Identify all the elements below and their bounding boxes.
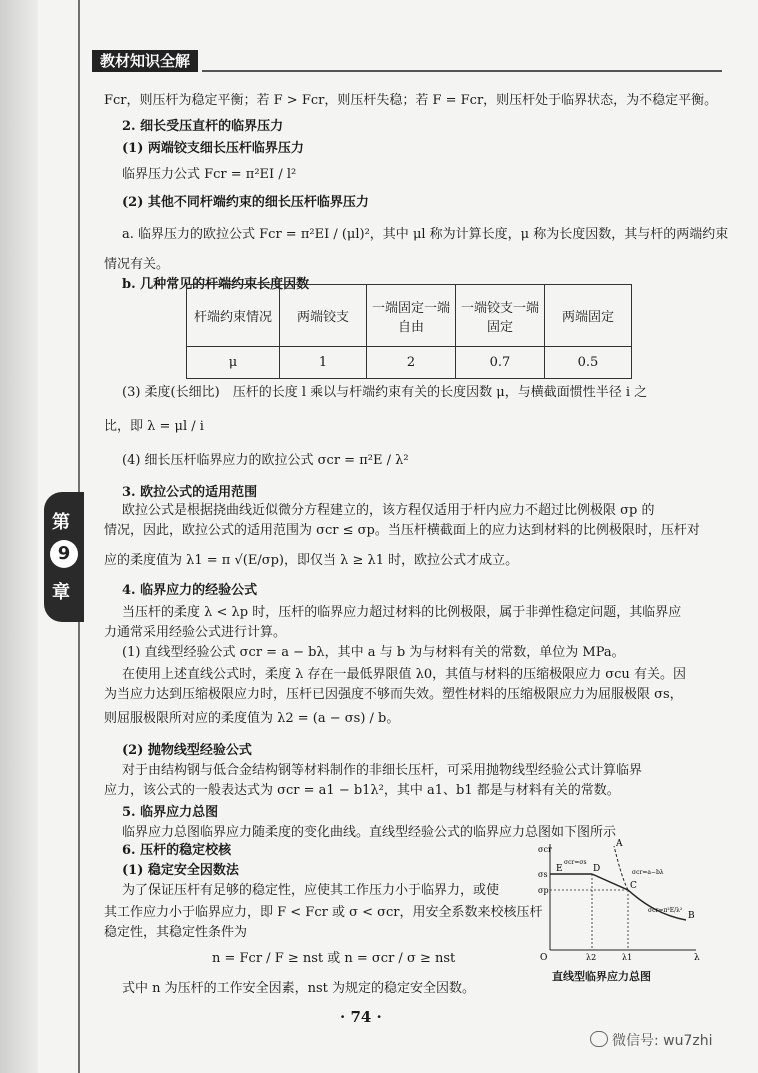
table-header-cell: 两端铰支 bbox=[280, 285, 367, 347]
text-line: 为了保证压杆有足够的稳定性，应使其工作压力小于临界力，或使 bbox=[122, 883, 500, 898]
text-line: 临界应力总图临界应力随柔度的变化曲线。直线型经验公式的临界应力总图如下图所示 bbox=[122, 825, 617, 840]
x-axis-label: λ bbox=[694, 953, 700, 963]
point-d-label: D bbox=[593, 864, 601, 874]
section-heading: 6. 压杆的稳定校核 bbox=[122, 843, 232, 858]
table-row-label: μ bbox=[187, 347, 280, 379]
text-line: Fcr，则压杆为稳定平衡；若 F > Fcr，则压杆失稳；若 F = Fcr，则压杆处于临界状态，为不稳定平衡。 bbox=[104, 93, 718, 108]
yield-line-label: σcr=σs bbox=[564, 859, 587, 866]
formula-line: (4) 细长压杆临界应力的欧拉公式 σcr = π²E / λ² bbox=[122, 453, 409, 468]
figure-caption: 直线型临界应力总图 bbox=[552, 970, 651, 983]
text-line: a. 临界压力的欧拉公式 Fcr = π²EI / (μl)²，其中 μl 称为计算长度，μ 称为长度因数，其与杆的两端约束 bbox=[122, 227, 729, 242]
critical-stress-diagram bbox=[536, 838, 706, 968]
point-e-label: E bbox=[556, 864, 563, 874]
length-factor-table bbox=[186, 284, 632, 379]
header-title: 教材知识全解 bbox=[92, 50, 198, 72]
straight-line bbox=[592, 874, 628, 890]
text-line: 欧拉公式是根据挠曲线近似微分方程建立的，该方程仅适用于杆内应力不超过比例极限 σp 的 bbox=[122, 503, 655, 518]
text-line: 情况，因此，欧拉公式的适用范围为 σcr ≤ σp。当压杆横截面上的应力达到材料的比例极限时，压杆对 bbox=[104, 523, 700, 538]
chapter-tab bbox=[44, 492, 84, 622]
section-heading: 5. 临界应力总图 bbox=[122, 805, 219, 820]
section-heading: 2. 细长受压直杆的临界压力 bbox=[122, 119, 284, 134]
subheading: (1) 稳定安全因数法 bbox=[122, 863, 239, 878]
table-cell: 2 bbox=[367, 347, 456, 379]
subheading: (2) 其他不同杆端约束的细长压杆临界压力 bbox=[122, 195, 369, 210]
subheading: (1) 两端铰支细长压杆临界压力 bbox=[122, 141, 304, 156]
text-line: 为当应力达到压缩极限应力时，压杆已因强度不够而失效。塑性材料的压缩极限应力为屈服极限 σs， bbox=[104, 687, 683, 702]
euler-curve bbox=[628, 890, 686, 920]
text-line: (1) 直线型经验公式 σcr = a − bλ，其中 a 与 b 为与材料有关的常数，单位为 MPa。 bbox=[122, 645, 625, 660]
point-c-label: C bbox=[630, 881, 637, 891]
watermark-text: 微信号: wu7zhi bbox=[612, 1033, 713, 1049]
formula-line: n = Fcr / F ≥ nst 或 n = σcr / σ ≥ nst bbox=[212, 951, 456, 966]
header-rule bbox=[202, 70, 722, 72]
table-cell: 0.5 bbox=[545, 347, 632, 379]
table-header-cell: 一端铰支一端固定 bbox=[456, 285, 545, 347]
text-line: (3) 柔度(长细比) 压杆的长度 l 乘以与杆端约束有关的长度因数 μ，与横截面惯性半径 i 之 bbox=[122, 385, 648, 400]
text-line: 其工作应力小于临界应力，即 F < Fcr 或 σ < σcr，用安全系数来校核压杆 bbox=[104, 905, 543, 920]
text-line: 力通常采用经验公式进行计算。 bbox=[104, 625, 287, 640]
text-line: 对于由结构钢与低合金结构钢等材料制作的非细长压杆，可采用抛物线型经验公式计算临界 bbox=[122, 763, 643, 778]
table-cell: 0.7 bbox=[456, 347, 545, 379]
y-axis-label: σcr bbox=[538, 845, 552, 854]
table-header-cell: 杆端约束情况 bbox=[187, 285, 280, 347]
straight-line-label: σcr=a−bλ bbox=[632, 869, 664, 876]
chapter-prefix: 第 bbox=[52, 512, 70, 533]
table-header-cell: 一端固定一端自由 bbox=[367, 285, 456, 347]
euler-extension bbox=[614, 846, 628, 890]
sigma-s-label: σs bbox=[538, 870, 548, 879]
text-line: 情况有关。 bbox=[104, 257, 170, 272]
table-cell: 1 bbox=[280, 347, 367, 379]
text-line: 应力，该公式的一般表达式为 σcr = a1 − b1λ²，其中 a1、b1 都是与材料有关的常数。 bbox=[104, 783, 620, 798]
point-b-label: B bbox=[688, 911, 695, 921]
formula-line: 应的柔度值为 λ1 = π √(E/σp)，即仅当 λ ≥ λ1 时，欧拉公式才成立。 bbox=[104, 553, 519, 568]
formula-line: 比，即 λ = μl / i bbox=[104, 419, 204, 434]
origin-label: O bbox=[540, 953, 548, 963]
section-heading: 3. 欧拉公式的适用范围 bbox=[122, 485, 258, 500]
text-line: 稳定性，其稳定性条件为 bbox=[104, 925, 248, 940]
formula-line: 临界压力公式 Fcr = π²EI / l² bbox=[122, 167, 297, 182]
subheading: b. 几种常见的杆端约束长度因数 bbox=[122, 277, 310, 292]
subheading: (2) 抛物线型经验公式 bbox=[122, 743, 252, 758]
page-number: · 74 · bbox=[340, 1008, 382, 1026]
watermark bbox=[590, 1030, 713, 1050]
binding-edge bbox=[0, 0, 38, 1073]
page-header bbox=[92, 48, 732, 76]
lambda2-label: λ2 bbox=[586, 953, 597, 962]
sigma-p-label: σp bbox=[538, 886, 549, 895]
section-heading: 4. 临界应力的经验公式 bbox=[122, 583, 258, 598]
lambda1-label: λ1 bbox=[622, 953, 633, 962]
chapter-number: 9 bbox=[50, 540, 78, 568]
table-header-cell: 两端固定 bbox=[545, 285, 632, 347]
text-line: 式中 n 为压杆的工作安全因素，nst 为规定的稳定安全因数。 bbox=[122, 981, 476, 996]
point-a-label: A bbox=[616, 839, 623, 849]
text-line: 在使用上述直线公式时，柔度 λ 存在一最低界限值 λ0，其值与材料的压缩极限应力 σcu 有关。因 bbox=[122, 667, 686, 682]
wechat-icon bbox=[590, 1031, 608, 1047]
curve-label: σcr=π²E/λ² bbox=[648, 907, 683, 914]
chapter-suffix: 章 bbox=[52, 582, 70, 603]
text-line: 当压杆的柔度 λ < λp 时，压杆的临界应力超过材料的比例极限，属于非弹性稳定问题，其临界应 bbox=[122, 605, 682, 620]
formula-line: 则屈服极限所对应的柔度值为 λ2 = (a − σs) / b。 bbox=[104, 711, 400, 726]
